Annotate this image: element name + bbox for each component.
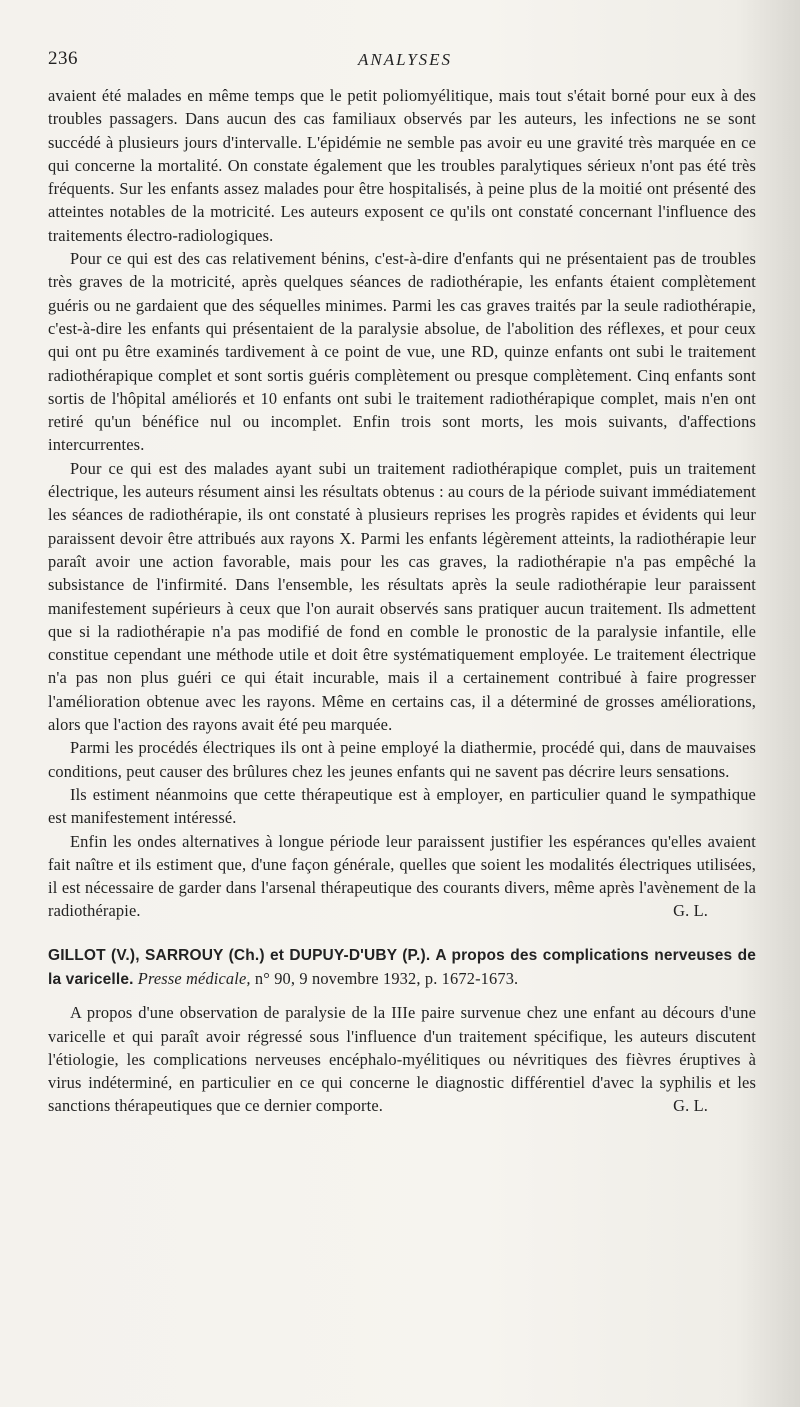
running-head: [48, 48, 758, 74]
citation-reference: n° 90, 9 novembre 1932, p. 1672-1673.: [254, 968, 519, 988]
paragraph-4: Parmi les procédés électriques ils ont à peine employé la diathermie, procédé qui, dans de mauvaises conditions, peut causer des brûlures chez les jeunes enfants qui ne savent pas décrire leurs sensations.: [48, 738, 756, 781]
page-number: 236: [48, 48, 78, 69]
running-head-title: ANALYSES: [358, 50, 453, 69]
paragraph-5: Ils estiment néanmoins que cette thérapeutique est à employer, en particulier quand le sympathique est manifestement intéressé.: [48, 784, 756, 828]
citation-journal: Presse médicale,: [137, 968, 251, 988]
paragraph-2: Pour ce qui est des cas relativement bénins, c'est-à-dire d'enfants qui ne présentaient pas de troubles très graves de la motricité, après quelques séances de radiothérapie, les enfants étaient complètement guéris ou ne gardaient que des séquelles minimes. Parmi les cas graves traités par la seule radiothérapie, c'est-à-dire les enfants qui présentaient de la paralysie absolue, de l'abolition des réflexes, et pour ceux qui ont pu être examinés tardivement à ce point de vue, une RD, quinze enfants ont subi le traitement radiothérapique complet et sont sortis guéris complètement ou presque complètement. Cinq enfants sont sortis de l'hôpital améliorés et 10 enfants ont subi le traitement radiothérapique complet, mais n'en ont retiré qu'un bénéfice nul ou incomplet. Enfin trois sont morts, les mois suivants, d'affections intercurrentes.: [48, 249, 756, 455]
abstract-text: A propos d'une observation de paralysie de la IIIe paire survenue chez une enfant au décours d'une varicelle et qui paraît avoir régressé sous l'influence d'un traitement spécifique, les auteurs discutent l'étiologie, les complications nerveuses encéphalo-myélitiques ou névritiques des fièvres éruptives à virus indéterminé, en particulier en ce qui concerne le diagnostic différentiel d'avec la syphilis et les sanctions thérapeutiques que ce dernier comporte.: [48, 1003, 756, 1116]
citation: [48, 943, 756, 992]
paragraph-6: [48, 830, 756, 923]
citation-authors: GILLOT (V.), SARROUY (Ch.) et DUPUY-D'UBY (P.).: [48, 946, 431, 964]
paragraph-1: avaient été malades en même temps que le petit poliomyélitique, mais tout s'était borné pour eux à des troubles passagers. Dans aucun des cas familiaux observés par les auteurs, les infections ne se sont succédé à plusieurs jours d'intervalle. L'épidémie ne semble pas avoir eu une gravité très marquée en ce qui concerne la mortalité. On constate également que les troubles paralytiques sérieux n'ont pas été très fréquents. Sur les enfants assez malades pour être hospitalisés, à peine plus de la moitié ont présenté des atteintes notables de la motricité. Les auteurs exposent ce qu'ils ont constaté concernant l'influence des traitements électro-radiologiques.: [48, 86, 756, 245]
abstract-signature: G. L.: [673, 1096, 708, 1116]
paragraph-6-text: Enfin les ondes alternatives à longue période leur paraissent justifier les espérances qu'elles avaient fait naître et ils estiment que, d'une façon générale, quelles que soient les modalités électriques utilisées, il est nécessaire de garder dans l'arsenal thérapeutique des courants divers, même après l'avènement de la radiothérapie.: [48, 831, 756, 921]
signature: G. L.: [673, 901, 708, 921]
abstract-entry: [48, 943, 756, 1118]
citation-title: A propos des complications nerveuses de la varicelle.: [48, 946, 757, 988]
paragraph-3: Pour ce qui est des malades ayant subi un traitement radiothérapique complet, puis un traitement électrique, les auteurs résument ainsi les résultats obtenus : au cours de la période suivant immédiatement les séances de radiothérapie, ils ont constaté à plusieurs reprises les progrès rapides et évidents qui leur paraissent devoir être attribués aux rayons X. Parmi les enfants légèrement atteints, la radiothérapie leur paraît avoir une action favorable, mais pour les cas graves, la radiothérapie n'a pas empêché la subsistance de l'infirmité. Dans l'ensemble, les résultats après la seule radiothérapie leur paraissent manifestement supérieurs à ceux que l'on aurait observés sans pratiquer aucun traitement. Ils admettent que si la radiothérapie n'a pas modifié de fond en comble le pronostic de la paralysie infantile, elle constitue cependant une méthode utile et doit être systématiquement employée. Le traitement électrique n'a pas non plus guéri ce qui était incurable, mais il a certainement contribué à faire progresser l'amélioration obtenue avec les rayons. Même en certains cas, il a déterminé de grosses améliorations, alors que l'action des rayons avait été peu marquée.: [48, 458, 756, 735]
article-body: [48, 84, 756, 1118]
abstract-paragraph: [48, 1001, 756, 1117]
